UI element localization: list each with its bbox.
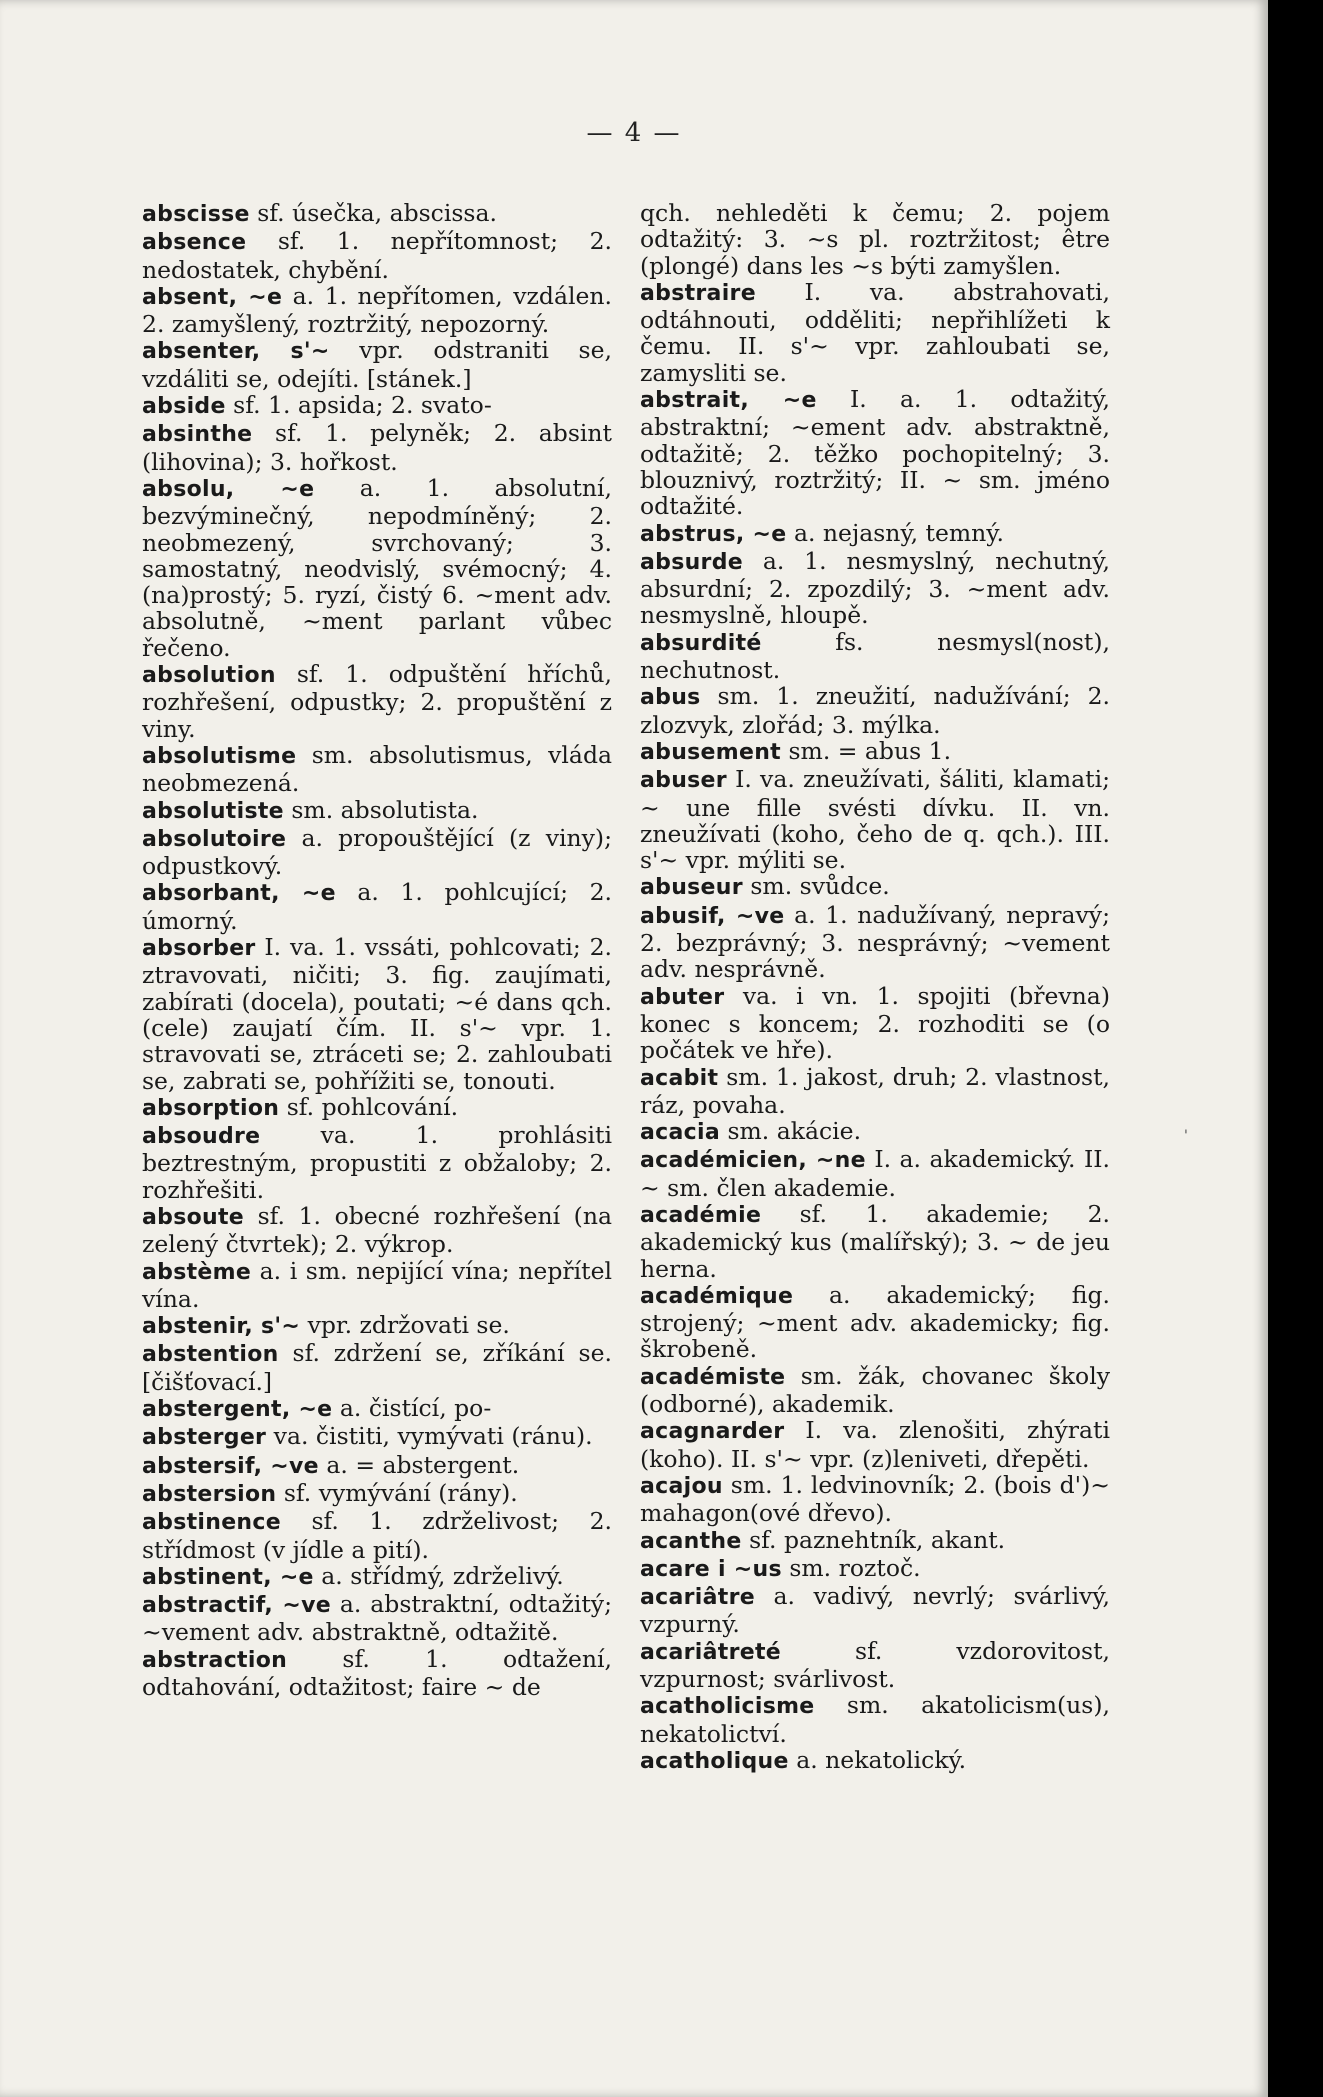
entry-headword: absolutiste: [142, 798, 284, 824]
entry-headword: abstergent, ~e: [142, 1397, 333, 1423]
dictionary-entry: [142, 1094, 612, 1122]
entry-headword: abside: [142, 394, 226, 420]
entry-definition: sf. 1. nepřítomnost; 2. nedostatek, chybění.: [142, 227, 612, 284]
entry-definition: sf. vymývání (rány).: [276, 1478, 518, 1507]
entry-definition: I. a. 1. odtažitý, abstraktní; ~ement adv. abstraktně, odtažitě; 2. těžko pochopitelný; 3. blouznivý, roztržitý; II. ~ sm. jméno odtažité.: [640, 385, 1110, 521]
entry-definition: fs. nesmysl(nost), nechutnost.: [640, 627, 1110, 685]
entry-headword: absorber: [142, 936, 256, 962]
entry-headword: absence: [142, 230, 247, 256]
dictionary-entry: [640, 902, 1110, 983]
dictionary-entry: [142, 797, 612, 825]
entry-headword: acabit: [640, 1065, 719, 1091]
entry-definition: sf. 1. pelyněk; 2. absint (lihovina); 3. hořkost.: [142, 419, 612, 476]
dictionary-entry: [142, 1423, 612, 1451]
dictionary-entry: [640, 738, 1110, 766]
entry-definition: I. va. abstrahovati, odtáhnouti, odděliti; nepřihlížeti k čemu. II. s'~ vpr. zahloubati se, zamysliti se.: [640, 277, 1110, 387]
entry-headword: abstersif, ~ve: [142, 1453, 319, 1479]
entry-definition: sf. paznehtník, akant.: [741, 1525, 1006, 1554]
entry-headword: abstinence: [142, 1510, 281, 1536]
entry-definition: sm. žák, chovanec školy (odborné), akademik.: [640, 1361, 1110, 1419]
dictionary-entry: [142, 392, 612, 420]
entry-headword: abuseur: [640, 875, 743, 901]
dictionary-entry: [640, 873, 1110, 901]
dictionary-entry: [142, 1340, 612, 1395]
entry-definition: va. 1. prohlásiti beztrestným, propustiti z obžaloby; 2. rozhřešiti.: [142, 1121, 612, 1204]
dictionary-entry: [142, 420, 612, 475]
entry-definition: sf. 1. obecné rozhřešení (na zelený čtvrtek); 2. výkrop.: [142, 1201, 612, 1259]
entry-definition: sm. 1. jakost, druh; 2. vlastnost, ráz, povaha.: [640, 1062, 1110, 1119]
entry-headword: absenter, s'~: [142, 339, 330, 365]
entry-headword: absoudre: [142, 1124, 261, 1150]
entry-definition: a. 1. nadužívaný, nepravý; 2. bezprávný; 3. nesprávný; ~vement adv. nesprávně.: [640, 900, 1110, 984]
entry-definition: sf. 1. apsida; 2. svato-: [225, 391, 492, 420]
dictionary-entry: [640, 766, 1110, 873]
entry-headword: acariâtreté: [640, 1639, 781, 1665]
entry-headword: académique: [640, 1283, 794, 1309]
dictionary-entry: [640, 1363, 1110, 1418]
entry-headword: académie: [640, 1202, 762, 1228]
entry-definition: a. i sm. nepijící vína; nepřítel vína.: [142, 1256, 612, 1313]
dictionary-entry: [640, 1638, 1110, 1693]
dictionary-entry: [142, 1258, 612, 1313]
entry-definition: sm. akácie.: [719, 1117, 862, 1146]
entry-headword: abstrait, ~e: [640, 388, 817, 414]
entry-definition: va. čistiti, vymývati (ránu).: [266, 1422, 593, 1451]
dictionary-entry: [640, 200, 1110, 279]
entry-headword: absurdité: [640, 630, 762, 656]
left-column: [142, 200, 612, 1700]
entry-definition: va. i vn. 1. spojiti (břevna) konec s koncem; 2. rozhoditi se (o počátek ve hře).: [640, 981, 1110, 1065]
entry-headword: absinthe: [142, 422, 253, 448]
dictionary-entry: [142, 1480, 612, 1508]
entry-definition: sm. 1. ledvinovník; 2. (bois d')~ mahagon(ové dřevo).: [640, 1470, 1110, 1528]
entry-headword: abscisse: [142, 202, 250, 227]
entry-definition: sf. 1. odpuštění hříchů, rozhřešení, odpustky; 2. propuštění z viny.: [142, 660, 612, 743]
dictionary-entry: [640, 279, 1110, 386]
entry-definition: sm. svůdce.: [742, 872, 890, 901]
entry-definition: a. nejasný, temný.: [786, 518, 1004, 547]
entry-headword: abstème: [142, 1259, 252, 1285]
entry-headword: abstractif, ~ve: [142, 1593, 332, 1619]
entry-definition: a. 1. nesmyslný, nechutný, absurdní; 2. zpozdilý; 3. ~ment adv. nesmyslně, hloupě.: [640, 546, 1110, 630]
entry-definition: sf. úsečka, abscissa.: [249, 199, 497, 227]
entry-definition: a. propouštějící (z viny); odpustkový.: [142, 823, 612, 881]
entry-definition: I. va. zneužívati, šáliti, klamati; ~ une fille svésti dívku. II. vn. zneužívati (koho, čeho de q. qch.). III. s'~ vpr. mýliti se.: [640, 765, 1110, 875]
entry-headword: acagnarder: [640, 1419, 785, 1445]
entry-headword: abstrus, ~e: [640, 521, 787, 547]
entry-headword: abuser: [640, 768, 727, 794]
entry-headword: acariâtre: [640, 1585, 755, 1611]
dictionary-entry: [640, 983, 1110, 1064]
dictionary-entry: [142, 475, 612, 661]
dictionary-entry: [640, 1417, 1110, 1472]
dictionary-entry: [142, 1563, 612, 1591]
dictionary-entry: [142, 934, 612, 1094]
dictionary-entry: [142, 337, 612, 392]
entry-headword: académicien, ~ne: [640, 1148, 866, 1174]
entry-headword: abstraction: [142, 1647, 288, 1673]
dictionary-entry: [640, 1146, 1110, 1201]
page-number: — 4 —: [586, 118, 682, 148]
entry-headword: abus: [640, 685, 701, 711]
dictionary-entry: [142, 1122, 612, 1203]
entry-definition: a. čistící, po-: [332, 1394, 492, 1423]
entry-headword: absterger: [142, 1425, 267, 1451]
dictionary-entry: [640, 1555, 1110, 1583]
entry-headword: abstenir, s'~: [142, 1314, 301, 1340]
entry-definition: sf. pohlcování.: [279, 1092, 459, 1121]
entry-headword: absurde: [640, 549, 743, 575]
entry-definition: a. 1. absolutní, bezvýminečný, nepodmíněný; 2. neobmezený, svrchovaný; 3. samostatný, neodvislý, svémocný; 4. (na)prostý; 5. ryzí, čistý 6. ~ment adv. absolutně, ~ment parlant vůbec řečeno.: [142, 473, 612, 662]
entry-definition: I. a. akademický. II. ~ sm. člen akademie.: [640, 1145, 1110, 1202]
entry-definition: a. abstraktní, odtažitý; ~vement adv. abstraktně, odtažitě.: [142, 1590, 612, 1647]
entry-definition: sm. absolutismus, vláda neobmezená.: [142, 740, 612, 798]
entry-headword: abstention: [142, 1342, 279, 1368]
dictionary-entry: [640, 548, 1110, 629]
dictionary-entry: [640, 1282, 1110, 1363]
entry-definition: a. 1. nepřítomen, vzdálen. 2. zamyšlený, roztržitý, nepozorný.: [142, 281, 612, 339]
entry-definition: sf. vzdorovitost, vzpurnost; svárlivost.: [640, 1636, 1110, 1694]
entry-headword: académiste: [640, 1364, 786, 1390]
entry-headword: absent, ~e: [142, 284, 283, 310]
dictionary-entry: [142, 742, 612, 797]
entry-headword: acatholicisme: [640, 1694, 815, 1720]
dictionary-entry: [142, 1508, 612, 1563]
dictionary-entry: [640, 1472, 1110, 1527]
dictionary-entry: [640, 1747, 1110, 1775]
dictionary-entry: [142, 283, 612, 338]
entry-definition: qch. nehleděti k čemu; 2. pojem odtažitý: 3. ~s pl. roztržitost; être (plongé) dans les ~s býti zamyšlen.: [640, 199, 1110, 280]
dictionary-entry: [142, 1395, 612, 1423]
dictionary-entry: [142, 1203, 612, 1258]
entry-headword: abusif, ~ve: [640, 903, 785, 929]
entry-definition: vpr. zdržovati se.: [300, 1311, 510, 1340]
right-column: [640, 200, 1110, 1775]
entry-headword: absoute: [142, 1204, 245, 1230]
entry-headword: acanthe: [640, 1528, 742, 1554]
entry-definition: sm. akatolicism(us), nekatolictví.: [640, 1691, 1110, 1748]
dictionary-entry: [142, 825, 612, 880]
entry-definition: sm. = abus 1.: [781, 736, 952, 765]
dictionary-entry: [142, 200, 612, 228]
entry-definition: a. nekatolický.: [788, 1745, 967, 1774]
dictionary-entry: [142, 661, 612, 742]
dictionary-entry: [640, 520, 1110, 548]
entry-headword: acare i ~us: [640, 1556, 782, 1582]
entry-headword: acacia: [640, 1120, 720, 1146]
margin-mark: ': [1184, 1128, 1188, 1144]
dictionary-entry: [142, 879, 612, 934]
dictionary-entry: [640, 1527, 1110, 1555]
entry-headword: abusement: [640, 739, 781, 765]
entry-definition: sm. absolutista.: [283, 795, 479, 824]
entry-headword: acajou: [640, 1473, 723, 1499]
dictionary-entry: [640, 1064, 1110, 1119]
entry-definition: sm. roztoč.: [781, 1553, 921, 1582]
entry-headword: absorbant, ~e: [142, 881, 336, 907]
dictionary-entry: [640, 1692, 1110, 1747]
entry-definition: a. 1. pohlcující; 2. úmorný.: [142, 878, 612, 935]
dictionary-entry: [640, 629, 1110, 684]
dictionary-entry: [142, 228, 612, 283]
entry-definition: sf. zdržení se, zříkání se. [čišťovací.]: [142, 1339, 612, 1396]
entry-headword: abstinent, ~e: [142, 1564, 314, 1590]
entry-definition: sf. 1. zdrželivost; 2. střídmost (v jídle a pití).: [142, 1507, 612, 1564]
entry-headword: abstraire: [640, 280, 756, 306]
entry-headword: absolution: [142, 663, 276, 689]
entry-definition: sf. 1. odtažení, odtahování, odtažitost; faire ~ de: [142, 1644, 612, 1702]
dictionary-entry: [640, 386, 1110, 519]
dictionary-entry: [142, 1591, 612, 1646]
dictionary-entry: [142, 1312, 612, 1340]
entry-definition: sm. 1. zneužití, nadužívání; 2. zlozvyk, zlořád; 3. mýlka.: [640, 682, 1110, 739]
dictionary-entry: [640, 1201, 1110, 1282]
entry-definition: a. akademický; fig. strojený; ~ment adv. akademicky; fig. škrobeně.: [640, 1280, 1110, 1364]
entry-headword: absorption: [142, 1095, 280, 1121]
entry-headword: absolutisme: [142, 743, 297, 769]
entry-definition: vpr. odstraniti se, vzdáliti se, odejíti. [stánek.]: [142, 336, 612, 393]
entry-headword: abstersion: [142, 1481, 277, 1507]
dictionary-entry: [640, 1583, 1110, 1638]
dictionary-entry: [640, 1118, 1110, 1146]
entry-definition: I. va. 1. vssáti, pohlcovati; 2. ztravovati, ničiti; 3. fig. zaujímati, zabírati (docela), poutati; ~é dans qch. (cele) zaujatí čím. II. s'~ vpr. 1. stravovati se, ztráceti se; 2. zahloubati se, zabrati se, pohřížiti se, tonouti.: [142, 933, 612, 1095]
entry-definition: I. va. zlenošiti, zhýrati (koho). II. s'~ vpr. (z)leniveti, dřepěti.: [640, 1416, 1110, 1473]
entry-definition: a. střídmý, zdrželivý.: [313, 1561, 564, 1590]
entry-definition: sf. 1. akademie; 2. akademický kus (malířský); 3. ~ de jeu herna.: [640, 1199, 1110, 1283]
entry-headword: acatholique: [640, 1748, 789, 1774]
dictionary-entry: [640, 683, 1110, 738]
entry-definition: a. vadivý, nevrlý; svárlivý, vzpurný.: [640, 1582, 1110, 1639]
entry-definition: a. = abstergent.: [318, 1450, 520, 1479]
dictionary-entry: [142, 1646, 612, 1701]
entry-headword: abuter: [640, 984, 725, 1010]
entry-headword: absolutoire: [142, 826, 287, 852]
dictionary-entry: [142, 1452, 612, 1480]
entry-headword: absolu, ~e: [142, 476, 315, 502]
